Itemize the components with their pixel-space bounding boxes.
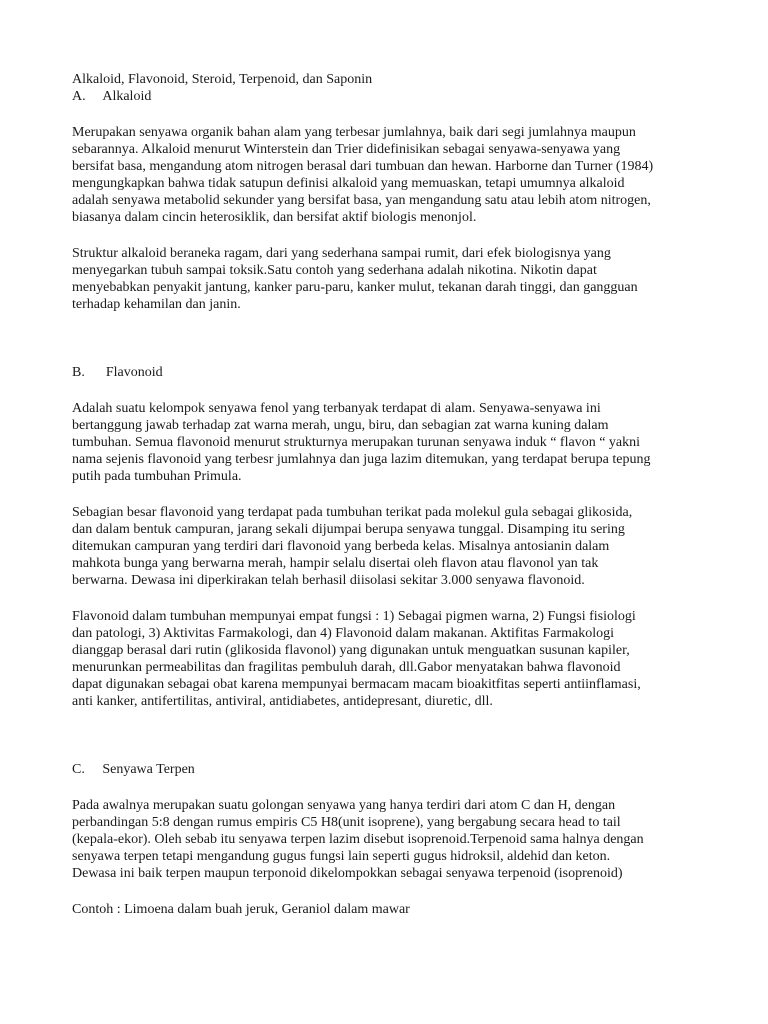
section-a-paragraph-2 xyxy=(72,245,712,313)
document-title: Alkaloid, Flavonoid, Steroid, Terpenoid, dan Saponin xyxy=(72,72,373,87)
text-line: bertanggung jawab terhadap zat warna merah, ungu, biru, dan sebagian zat warna kuning dalam xyxy=(72,418,609,433)
section-a-paragraph-1 xyxy=(72,124,712,226)
text-line: dianggap berasal dari rutin (glikosida flavonol) yang digunakan untuk menguatkan susunan kapiler, xyxy=(72,643,630,658)
text-line: menyebabkan penyakit jantung, kanker paru-paru, kanker mulut, tekanan darah tinggi, dan gangguan xyxy=(72,280,638,295)
text-line: bersifat basa, mengandung atom nitrogen berasal dari tumbuan dan hewan. Harborne dan Turner (1984) xyxy=(72,159,654,174)
section-b-paragraph-1 xyxy=(72,400,712,485)
text-line: ditemukan campuran yang terdiri dari flavonoid yang berbeda kelas. Misalnya antosianin dalam xyxy=(72,539,610,554)
section-b-heading: B. Flavonoid xyxy=(72,365,163,380)
text-line: Sebagian besar flavonoid yang terdapat pada tumbuhan terikat pada molekul gula sebagai glikosida, xyxy=(72,505,633,520)
text-line: perbandingan 5:8 dengan rumus empiris C5 H8(unit isoprene), yang bergabung secara head to tail xyxy=(72,815,621,830)
text-line: sebarannya. Alkaloid menurut Winterstein dan Trier didefinisikan sebagai senyawa-senyawa yang xyxy=(72,142,621,157)
section-c-paragraph-1 xyxy=(72,797,712,882)
text-line: biasanya dalam cincin heterosiklik, dan bersifat aktif biologis menonjol. xyxy=(72,210,477,225)
text-line: berwarna. Dewasa ini diperkirakan telah berhasil diisolasi sekitar 3.000 senyawa flavonoid. xyxy=(72,573,585,588)
document-page xyxy=(72,71,712,918)
text-line: tumbuhan. Semua flavonoid menurut strukturnya merupakan turunan senyawa induk “ flavon “ yakni xyxy=(72,435,641,450)
text-line: dapat digunakan sebagai obat karena mempunyai bermacam macam bioakitfitas seperti antiinflamasi, xyxy=(72,677,641,692)
text-line: putih pada tumbuhan Primula. xyxy=(72,469,242,484)
text-line: adalah senyawa metabolid sekunder yang bersifat basa, yan mengandung satu atau lebih atom nitrogen, xyxy=(72,193,651,208)
text-line: Flavonoid dalam tumbuhan mempunyai empat fungsi : 1) Sebagai pigmen warna, 2) Fungsi fisiologi xyxy=(72,609,636,624)
text-line: Pada awalnya merupakan suatu golongan senyawa yang hanya terdiri dari atom C dan H, dengan xyxy=(72,798,616,813)
text-line: mahkota bunga yang berwarna merah, hampir selalu disertai oleh flavon atau flavonol yan tak xyxy=(72,556,599,571)
text-line: senyawa terpen tetapi mengandung gugus fungsi lain seperti gugus hidroksil, aldehid dan keton. xyxy=(72,849,611,864)
text-line: menyegarkan tubuh sampai toksik.Satu contoh yang sederhana adalah nikotina. Nikotin dapat xyxy=(72,263,597,278)
text-line: anti kanker, antifertilitas, antiviral, antidiabetes, antidepresant, diuretic, dll. xyxy=(72,694,493,709)
section-b-paragraph-3 xyxy=(72,608,712,710)
text-line: Adalah suatu kelompok senyawa fenol yang terbanyak terdapat di alam. Senyawa-senyawa ini xyxy=(72,401,601,416)
section-a-heading: A. Alkaloid xyxy=(72,89,152,104)
text-line: (kepala-ekor). Oleh sebab itu senyawa terpen lazim disebut isoprenoid.Terpenoid sama halnya dengan xyxy=(72,832,644,847)
text-line: dan patologi, 3) Aktivitas Farmakologi, dan 4) Flavonoid dalam makanan. Aktifitas Farmakologi xyxy=(72,626,615,641)
text-line: Struktur alkaloid beraneka ragam, dari yang sederhana sampai rumit, dari efek biologisnya yang xyxy=(72,246,611,261)
text-line: terhadap kehamilan dan janin. xyxy=(72,297,241,312)
text-line: menurunkan permeabilitas dan fragilitas pembuluh darah, dll.Gabor menyatakan bahwa flavonoid xyxy=(72,660,621,675)
section-c-heading: C. Senyawa Terpen xyxy=(72,762,195,777)
section-b-paragraph-2 xyxy=(72,504,712,589)
text-line: Merupakan senyawa organik bahan alam yang terbesar jumlahnya, baik dari segi jumlahnya maupun xyxy=(72,125,636,140)
text-line: mengungkapkan bahwa tidak satupun definisi alkaloid yang memuaskan, tetapi umumnya alkaloid xyxy=(72,176,625,191)
text-line: Dewasa ini baik terpen maupun terponoid dikelompokkan sebagai senyawa terpenoid (isoprenoid) xyxy=(72,866,623,881)
section-c-example: Contoh : Limoena dalam buah jeruk, Geraniol dalam mawar xyxy=(72,902,410,917)
text-line: nama sejenis flavonoid yang terbesr jumlahnya dan juga lazim ditemukan, yang terdapat berupa tepung xyxy=(72,452,651,467)
text-line: dan dalam bentuk campuran, jarang sekali dijumpai berupa senyawa tunggal. Disamping itu sering xyxy=(72,522,625,537)
